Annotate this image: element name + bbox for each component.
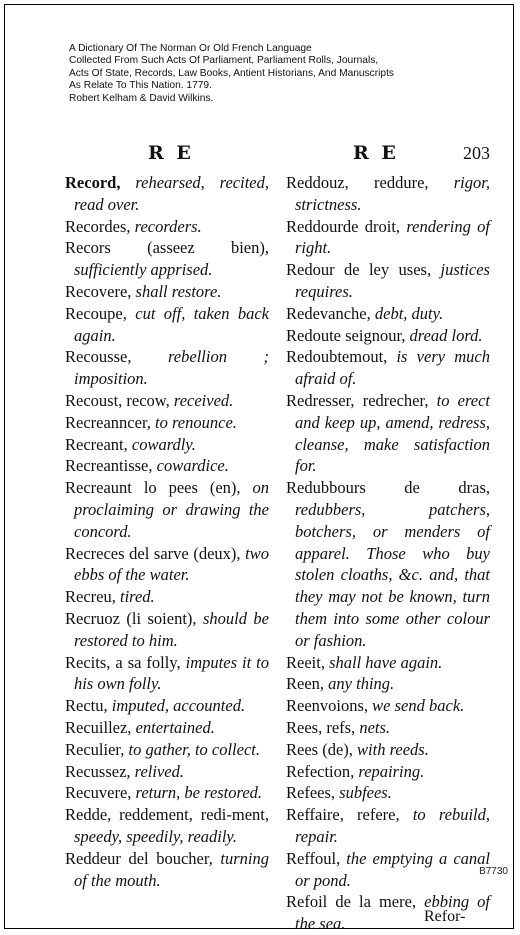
entry-headword: Redoubtemout, [286,347,388,367]
entry-definition: turning of the mouth. [74,848,269,890]
dictionary-entry [65,543,269,587]
entry-headword: Rectu, [65,696,108,716]
entry-headword: Redresser, redrecher, [286,390,429,410]
entry-definition: relived. [130,761,184,781]
entry-definition: cut off, taken back again. [74,303,269,345]
running-head-right: R E [353,142,399,164]
entry-definition: cowardice. [152,456,229,476]
dictionary-entry [286,848,490,892]
dictionary-entry [286,303,490,325]
dictionary-entry [65,761,269,783]
entry-headword: Recreantisse, [65,456,153,476]
header-line: Acts Of State, Records, Law Books, Antient Historians, And Manuscripts [69,67,395,79]
entry-headword: Reenvoions, [286,696,369,716]
entry-headword: Recuvere, [65,783,132,803]
dictionary-entry [286,761,490,783]
entry-headword: Rees (de), [286,739,353,759]
entry-headword: Recits, a sa folly, [65,652,181,672]
dictionary-entry [65,739,269,761]
entry-headword: Recreu, [65,587,116,607]
entry-definition: subfees. [335,783,392,803]
entry-definition: we send back. [368,696,465,716]
entry-headword: Recreces del sarve (deux), [65,543,241,563]
dictionary-entry [65,281,269,303]
entry-definition: imputes it to his own folly. [74,652,269,694]
entry-headword: Redevanche, [286,303,371,323]
entry-headword: Reddouz, reddure, [286,173,429,192]
dictionary-entry [286,717,490,739]
dictionary-entry [286,652,490,674]
dictionary-entry [286,325,490,347]
dictionary-entry [65,237,269,281]
document-header [69,43,509,105]
dictionary-entry [286,172,490,216]
entry-definition: to rebuild, repair. [295,805,491,846]
dictionary-entry [286,804,490,848]
dictionary-entry [65,848,269,892]
entry-headword: Recordes, [65,216,131,236]
entry-headword: Reddeur del boucher, [65,848,213,868]
entry-definition: shall have again. [324,652,443,672]
entry-headword: Rees, refs, [286,717,356,737]
entry-definition: rigor, strictness. [295,173,490,214]
entry-headword: Reen, [286,674,325,694]
entry-headword: Redour de ley uses, [286,260,432,280]
entry-headword: Recoust, recow, [65,390,170,410]
entry-definition: to erect and keep up, amend, redress, cleanse, make satisfaction for. [295,390,491,476]
entry-headword: Refees, [286,783,336,803]
dictionary-entry [65,412,269,434]
entry-headword: Refoil de la mere, [286,892,417,912]
entry-definition: cowardly. [127,434,196,454]
entry-definition: received. [169,390,234,410]
entry-definition: with reeds. [352,739,429,759]
entry-headword: Reculier, [65,739,125,759]
entry-definition: return, be restored. [131,783,263,803]
entry-headword: Redubbours de dras, [286,478,490,498]
dictionary-entry [65,717,269,739]
dictionary-entry [65,782,269,804]
entry-definition: justices requires. [295,260,490,301]
page-number: 203 [463,143,490,163]
entry-headword: Refection, [286,761,355,781]
dictionary-entry [286,346,490,390]
entry-definition: ebbing of the sea. [295,892,490,934]
entry-definition: any thing. [324,674,395,694]
header-line: A Dictionary Of The Norman Or Old French Language [69,43,312,54]
header-line: Robert Kelham & David Wilkins. [69,92,214,104]
entry-headword: Reddourde droit, [286,216,401,236]
header-line: As Relate To This Nation. 1779. [69,80,212,92]
dictionary-entry [286,695,490,717]
entry-headword: Recousse, [65,347,132,367]
entry-headword: Redde, reddement, redi-ment, [65,805,269,825]
entry-definition: to gather, to collect. [124,739,261,759]
entry-definition: speedy, speedily, readily. [74,826,237,846]
entry-definition: imputed, accounted. [107,696,246,716]
dictionary-entry [286,390,490,477]
header-line: Collected From Such Acts Of Parliament, Parliament Rolls, Journals, [69,55,379,67]
entry-headword: Redoute seignour, [286,325,406,345]
left-column [65,172,269,891]
entry-headword: Reeit, [286,652,325,672]
dictionary-entry [65,346,269,390]
entry-headword: Recussez, [65,761,131,781]
entry-definition: entertained. [131,717,215,737]
entry-definition: recorders. [130,216,202,236]
entry-headword: Recoupe, [65,303,127,323]
dictionary-entry [65,390,269,412]
entry-headword: Record, [65,173,121,192]
entry-definition: sufficiently apprised. [74,260,213,280]
entry-definition: debt, duty. [370,303,444,323]
entry-definition: on proclaiming or drawing the concord. [74,478,270,541]
entry-definition: should be restored to him. [74,608,269,650]
entry-definition: repairing. [354,761,425,781]
entry-definition: two ebbs of the water. [74,543,269,585]
entry-definition: dread lord. [405,325,483,345]
entry-headword: Reffoul, [286,848,341,868]
entry-definition: rebellion ; imposition. [74,347,269,389]
entry-definition: rendering of right. [295,216,491,258]
catchword: Refor- [424,908,466,925]
entry-definition: the emptying a canal or pond. [295,848,490,890]
dictionary-entry [286,216,490,260]
dictionary-entry [65,477,269,542]
dictionary-entry [65,434,269,456]
dictionary-entry [65,586,269,608]
dictionary-entry [286,673,490,695]
running-head-left: R E [148,142,194,164]
dictionary-entry [286,782,490,804]
dictionary-entry [65,695,269,717]
entry-headword: Recruoz (li soient), [65,608,197,628]
dictionary-entry [286,739,490,761]
dictionary-entry [65,608,269,652]
archive-stamp: B7730 [479,866,508,877]
entry-headword: Recovere, [65,281,132,301]
entry-definition: shall restore. [131,281,222,301]
dictionary-entry [65,652,269,696]
dictionary-entry [65,303,269,347]
dictionary-entry [286,259,490,303]
entry-definition: redubbers, patchers, botchers, or menders of apparel. Those who buy stolen cloaths, &c. and, that they may not be known, turn them into some other colour or fashion. [295,499,490,650]
dictionary-entry [65,455,269,477]
entry-definition: rehearsed, recited, read over. [74,173,269,214]
entry-definition: to renounce. [150,412,237,432]
entry-headword: Recreant, [65,434,128,454]
entry-headword: Recreaunt lo pees (en), [65,478,241,498]
entry-headword: Recreanncer, [65,412,151,432]
dictionary-entry [65,216,269,238]
entry-definition: is very much afraid of. [295,347,490,389]
dictionary-entry [65,804,269,848]
entry-definition: tired. [115,587,155,607]
entry-headword: Recuillez, [65,717,132,737]
right-column [286,172,490,935]
entry-definition: nets. [355,717,391,737]
entry-headword: Reffaire, refere, [286,805,400,825]
dictionary-entry [65,172,269,216]
dictionary-entry [286,477,490,651]
entry-headword: Recors (asseez bien), [65,238,269,258]
